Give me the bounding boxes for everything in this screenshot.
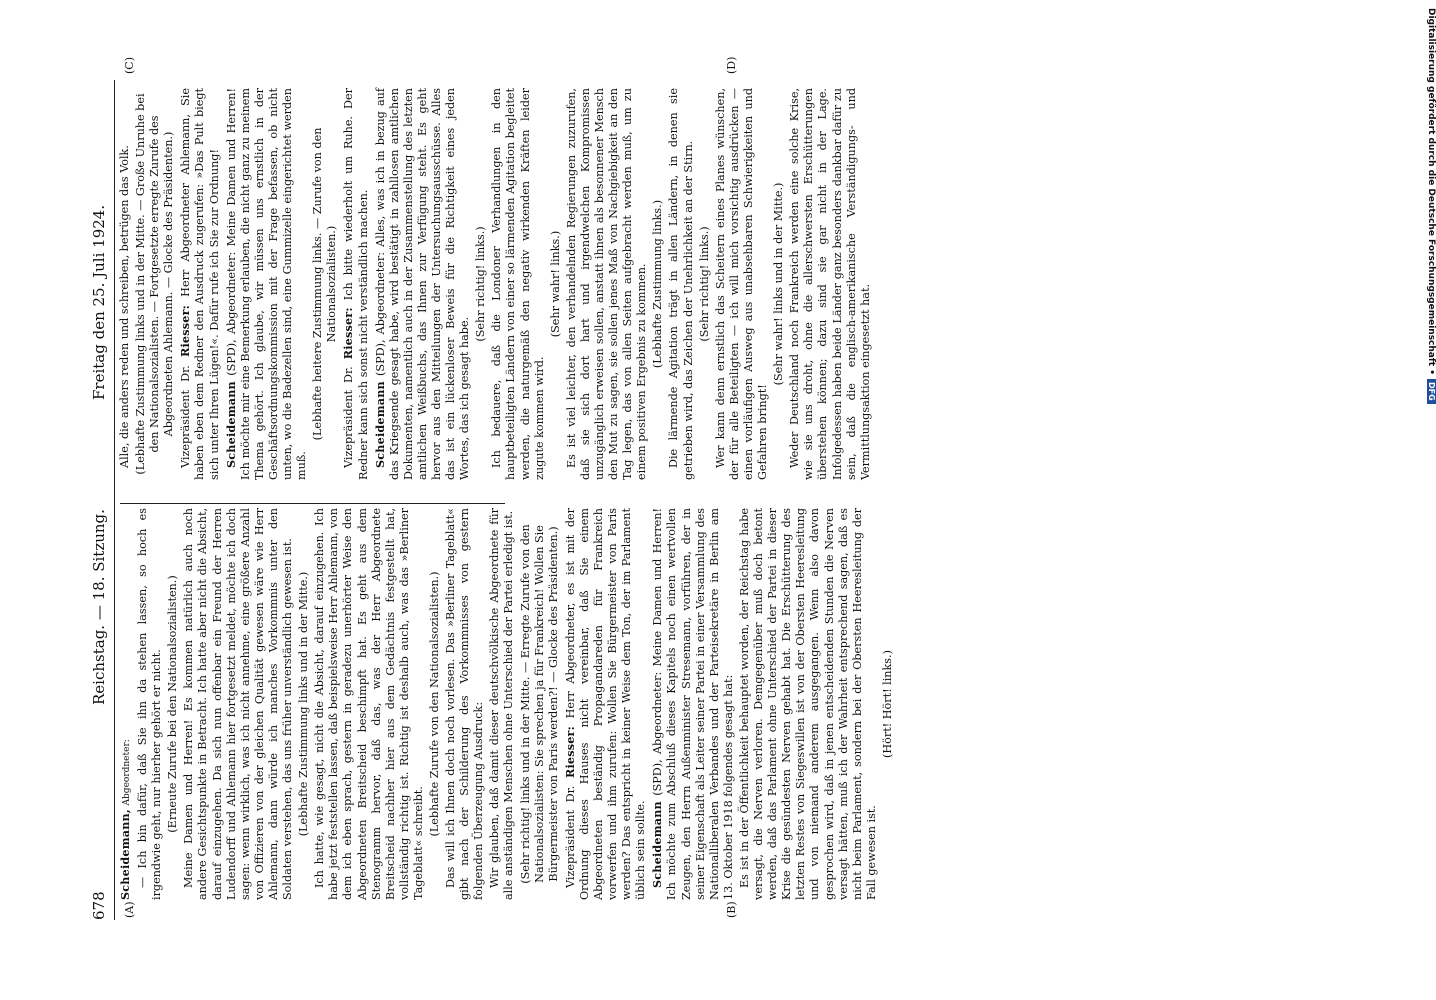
- interjection: (Lebhafte Zustimmung links.): [651, 199, 665, 369]
- speech-text: Herr Abgeordneter, es ist mit der Ordnung dieses Hauses nicht vereinbar, daß Sie einem Abgeordneten beständig Propagandareden für Frankreich vorwerfen und ihm zurufen: Wollen Sie Bürgermeister von Paris werden? Das entspricht in keiner Weise dem Ton, der im Parlament üblich sein sollte.: [563, 508, 648, 900]
- quotation: Es ist in der Öffentlichkeit behauptet worden, der Reichstag habe versagt, die Nerven verloren. Demgegenüber muß doch betont werden, daß das Parlament ohne Unterschied der Partei in dieser Krise die gesündesten Nerven gehabt hat. Die Erschütterung des letzten Restes von Siegeswillen ist von der Obersten Heeresleitung und von niemand anderem ausgegangen. Wenn also davon gesprochen wird, daß in jenen entscheidenden Stunden die Nerven versagt hätten, muß ich der Wahrheit entsprechend sagen, daß es nicht beim Parlament, sondern bei der Obersten Heeresleitung der Fall gewesen ist.: [737, 508, 878, 900]
- interjection: (Lebhafte heitere Zustimmung links. — Zurufe von den Nationalsozialisten.): [311, 127, 339, 441]
- speech-text: Herr Abgeordneter Ahlemann, Sie haben eben dem Redner den Ausdruck zugerufen: »Das Pult biegt sich unter Ihren Lügen!«. Dafür rufe ich Sie zur Ordnung!: [179, 88, 221, 480]
- speech-text: (SPD), Abgeordneter: Meine Damen und Herren! Ich möchte mir eine Bemerkung erlauben, die nicht ganz zu meinem Thema gehört. Ich glaube, wir müssen uns ernstlich in der Geschäftsordnungskommission mit der Frage befassen, ob nicht unten, wo die Badezellen sind, eine Gummizelle eingerichtet werden muß.: [224, 87, 309, 480]
- speaker-prefix: Vizepräsident Dr.: [179, 365, 193, 468]
- right-column: [118, 88, 875, 480]
- speech-text: (SPD), Abgeordneter: Alles, was ich in bezug auf das Kriegsende gesagt habe, wird bestätigt in zahllosen amtlichen Dokumenten, namentlich auch in der Zusammenstellung des letzten amtlichen Weißbuchs, das Ihnen zur Verfügung steht. Es geht hervor aus den Mitteilungen der Untersuchungsausschüsse. Alles das ist ein lückenloser Beweis für die Richtigkeit eines jeden Wortes, das ich gesagt habe.: [373, 87, 472, 480]
- column-divider: [120, 503, 505, 504]
- quotation: Wir glauben, daß damit dieser deutschvölkische Abgeordnete für alle anständigen Menschen ohne Unterschied der Partei erledigt ist.: [488, 508, 516, 900]
- speaker-name: Scheidemann: [223, 381, 238, 468]
- quotation: Alle, die anders reden und schreiben, betrügen das Volk.: [118, 145, 131, 468]
- paragraph: Weder Deutschland noch Frankreich werden eine solche Krise, wie sie uns droht, ohne die allerschwersten Erschütterungen überstehen können; dazu sind sie gar nicht in der Lage. Infolgedessen haben beide Länder ganz besonders dankbar dafür zu sein, daß die englisch-amerikanische Verständigungs- und Vermittlungsaktion eingesetzt hat.: [788, 88, 872, 480]
- interjection: (Sehr wahr! links und in der Mitte.): [772, 182, 786, 386]
- paragraph: [563, 508, 649, 900]
- page-number: 678: [90, 891, 108, 920]
- speech-text: Ich bitte wiederholt um Ruhe. Der Redner kann sich sonst nicht verständlich machen.: [342, 88, 370, 480]
- session-title: Reichstag. — 18. Sitzung.: [90, 509, 108, 705]
- paragraph: [373, 88, 473, 480]
- margin-mark-a: (A): [123, 901, 136, 918]
- speaker-role: Abgeordneter:: [122, 739, 132, 806]
- paragraph: [118, 508, 134, 900]
- session-date: Freitag den 25. Juli 1924.: [90, 204, 108, 400]
- interjection: (Sehr wahr! links.): [548, 230, 562, 338]
- speech-text: (SPD), Abgeordneter: Meine Damen und Herren! Ich möchte zum Abschluß dieses Kapitels noch einen wertvollen Zeugen, den Herrn Außenminister Stresemann, vorführen, der in seiner Eigenschaft als Leiter seiner Partei in einer Versammlung des Nationalliberalen Verbandes und der Parteisekretäre in Berlin am 13. Oktober 1918 folgendes gesagt hat:: [651, 507, 735, 900]
- page-header: [90, 80, 112, 920]
- paragraph: Meine Damen und Herren! Es kommen natürlich auch noch andere Gesichtspunkte in Betracht. Ich hatte aber nicht die Absicht, darauf einzugehen. Da sich nun offenbar ein Freund der Herren Ludendorff und Ahlemann hier fortgesetzt meldet, möchte ich doch sagen: wenn wirklich, was ich nicht annehme, eine größere Anzahl von Offizieren von der gleichen Qualität gewesen wäre wie Herr Ahlemann, dann würde ich manches Vorkommnis unter den Soldaten verstehen, das uns früher unverständlich gewesen ist.: [182, 508, 295, 900]
- paragraph: Ich hatte, wie gesagt, nicht die Absicht, darauf einzugehen. Ich habe jetzt feststellen lassen, daß beispielsweise Herr Ahlemann, von dem ich eben sprach, gestern in geradezu unerhörter Weise den Abgeordneten Breitscheid beschimpft hat. Es geht aus dem Stenogramm hervor, daß das, was der Herr Abgeordnete Breitscheid nachher hier aus dem Gedächtnis festgestellt hat, vollständig richtig ist. Richtig ist deshalb auch, was das »Berliner Tageblatt« schreibt.: [313, 508, 425, 900]
- speaker-name: Scheidemann,: [118, 809, 132, 900]
- interjection: (Lebhafte Zustimmung links und in der Mitte. — Große Unruhe bei den Nationalsozialisten. — Fortgesetzte erregte Zurufe des Abgeordneten Ahlemann. — Glocke des Präsidenten.): [134, 93, 176, 475]
- paragraph: [341, 88, 370, 480]
- margin-mark-c: (C): [123, 57, 136, 74]
- interjection: (Erneute Zurufe bei den Nationalsozialisten.): [166, 575, 180, 833]
- paragraph: Das will ich Ihnen doch noch vorlesen. Das »Berliner Tageblatt« gibt nach der Schilderung des Vorkommnisses von gestern folgenden Überzeugung Ausdruck:: [444, 508, 486, 900]
- credit-text: Digitalisierung gefördert durch die Deutsche Forschungsgemeinschaft •: [1426, 8, 1436, 375]
- interjection: (Lebhafte Zustimmung links und in der Mitte.): [297, 571, 311, 837]
- speaker-name: Riesser:: [178, 305, 193, 358]
- interjection: (Sehr richtig! links und in der Mitte. — Erregte Zurufe von den Nationalsozialisten: Sie sprechen ja für Frankreich! Wollen Sie Bürgermeister von Paris werden?! — Glocke des Präsidenten.): [518, 524, 560, 884]
- paragraph: Die lärmende Agitation trägt in allen Ländern, in denen sie getrieben wird, das Zeichen der Unehrlichkeit an der Stirn.: [667, 88, 695, 480]
- interjection: (Hört! Hört! links.): [880, 650, 894, 758]
- paragraph: Ich bedauere, daß die Londoner Verhandlungen in den hauptbeteiligten Ländern von einer so lärmenden Agitation begleitet werden, die naturgemäß den negativ wirkenden Kräften leider zugute kommen wird.: [490, 88, 546, 480]
- speaker-prefix: Vizepräsident Dr.: [342, 366, 356, 468]
- header-rule: [114, 80, 115, 920]
- speaker-name: Riesser:: [341, 307, 356, 360]
- interjection: (Sehr richtig! links.): [697, 226, 711, 342]
- margin-mark-b: (B): [725, 901, 738, 918]
- speaker-name: Scheidemann: [650, 801, 665, 888]
- paragraph: Wer kann denn ernstlich das Scheitern eines Planes wünschen, der für alle Beteiligten — ich will mich vorsichtig ausdrücken — einen vorläufigen Ausweg aus unabsehbaren Schwierigkeiten und Gefahren bringt!: [713, 88, 770, 480]
- speaker-name: Scheidemann: [372, 381, 387, 468]
- speaker-name: Riesser:: [562, 726, 577, 779]
- paragraph: [650, 508, 736, 900]
- interjection: (Lebhafte Zurufe von den Nationalsozialisten.): [427, 571, 441, 837]
- speaker-prefix: Vizepräsident Dr.: [563, 785, 577, 888]
- paragraph: [224, 88, 310, 480]
- margin-mark-d: (D): [725, 56, 738, 74]
- paragraph: [178, 88, 221, 480]
- interjection: (Sehr richtig! links.): [474, 226, 488, 342]
- paragraph: — Ich bin dafür, daß Sie ihn da stehen lassen, so hoch es irgendwie geht, nur hierher gehört er nicht.: [136, 508, 164, 900]
- dfg-logo-badge: DFG: [1427, 379, 1436, 404]
- credit-text-line: [1424, 8, 1436, 992]
- digitization-credit: [1424, 8, 1436, 992]
- left-column: [118, 508, 897, 900]
- paragraph: Es ist viel leichter, den verhandelnden Regierungen zuzurufen, daß sie sich dort hart und irgendwelchen Kompromissen unzugänglich erweisen sollen, anstatt ihnen als besonnener Mensch den Mut zu sagen, sie sollen jenes Maß von Nachgiebigkeit an den Tag legen, das von allen Seiten aufgebracht werden muß, um zu einem positiven Ergebnis zu kommen.: [564, 88, 649, 480]
